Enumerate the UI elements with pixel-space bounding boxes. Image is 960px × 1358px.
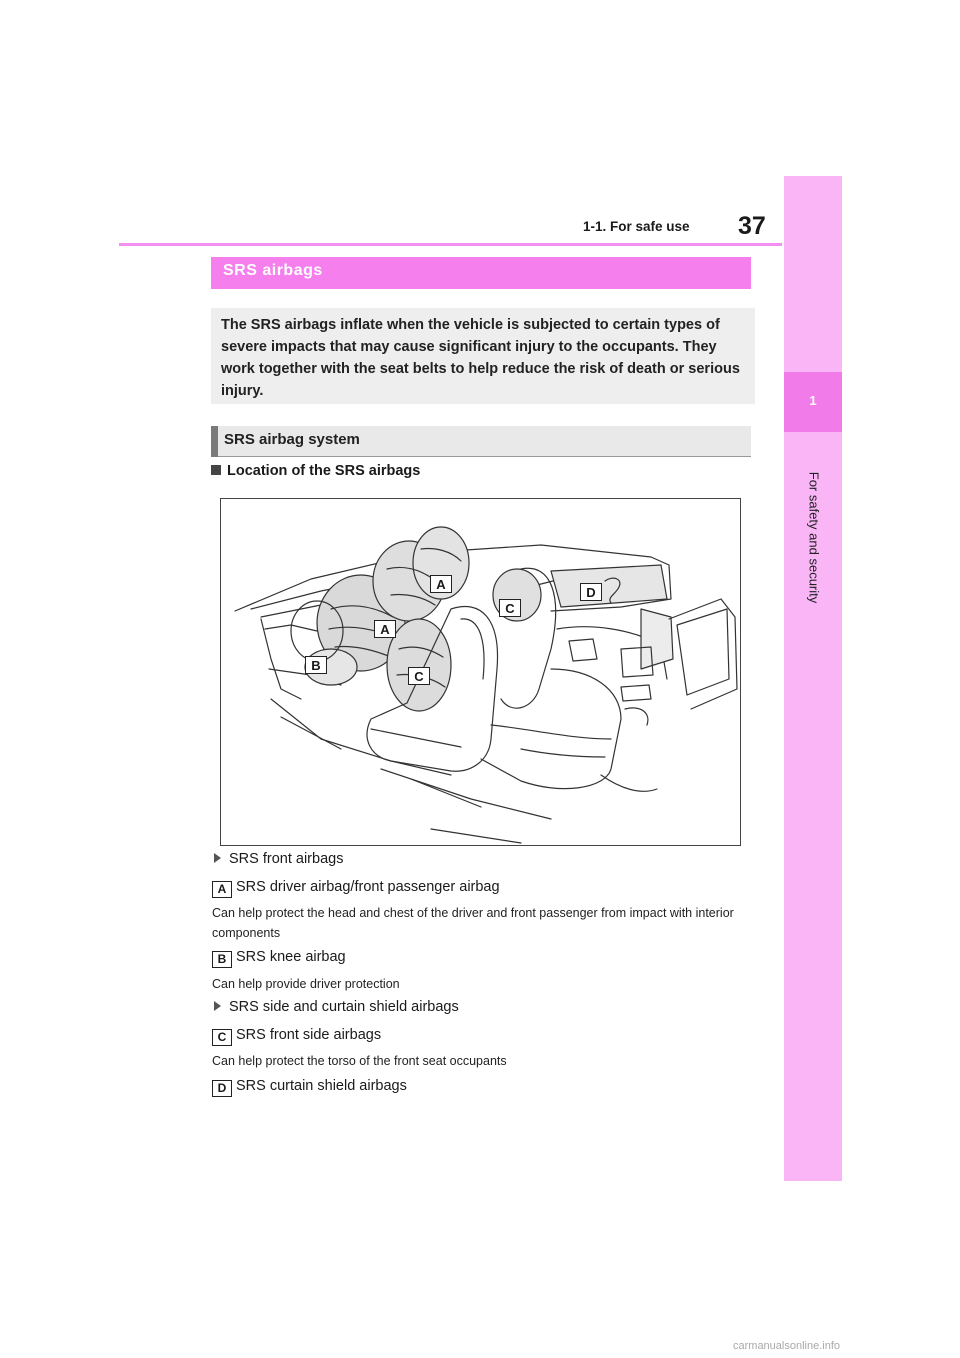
callout-d-curtain: D (580, 583, 602, 601)
subsection-accent (211, 426, 218, 457)
item-description-b: Can help provide driver protection (212, 977, 400, 991)
watermark: carmanualsonline.info (733, 1340, 841, 1352)
square-bullet-icon (211, 465, 221, 475)
car-interior-illustration (221, 499, 740, 845)
triangle-bullet-icon (214, 853, 221, 863)
callout-a-driver: A (374, 620, 396, 638)
chapter-label: For safety and security (806, 471, 822, 604)
group-heading-front (214, 851, 343, 867)
list-item-a (212, 879, 500, 898)
chapter-number: 1 (809, 393, 817, 408)
section-title-bar (211, 257, 751, 289)
header-rule (119, 243, 782, 246)
intro-box (211, 308, 755, 404)
item-title: SRS driver airbag/front passenger airbag (236, 879, 500, 895)
section-reference: 1-1. For safe use (583, 219, 690, 234)
section-title: SRS airbags (223, 262, 323, 279)
item-description-a: Can help protect the head and chest of the driver and front passenger from impact with interior components (212, 906, 734, 940)
label-box-d: D (212, 1080, 232, 1097)
callout-a-passenger: A (430, 575, 452, 593)
location-heading (211, 463, 420, 479)
label-box-b: B (212, 951, 232, 968)
chapter-side-tab (784, 176, 842, 1181)
callout-c-driver-side: C (408, 667, 430, 685)
list-item-b (212, 949, 346, 968)
page-number: 37 (738, 212, 766, 240)
location-heading-text: Location of the SRS airbags (227, 463, 421, 479)
item-title: SRS front side airbags (236, 1027, 382, 1043)
item-title: SRS curtain shield airbags (236, 1078, 407, 1094)
airbag-location-figure (220, 498, 741, 846)
callout-b-knee: B (305, 656, 327, 674)
label-box-c: C (212, 1029, 232, 1046)
callout-c-passenger-side: C (499, 599, 521, 617)
group-heading-text: SRS side and curtain shield airbags (229, 999, 459, 1015)
item-description-c: Can help protect the torso of the front seat occupants (212, 1054, 507, 1068)
subsection-bar (211, 426, 751, 457)
triangle-bullet-icon (214, 1001, 221, 1011)
item-title: SRS knee airbag (236, 949, 346, 965)
list-item-d (212, 1078, 407, 1097)
list-item-c (212, 1027, 381, 1046)
group-heading-text: SRS front airbags (229, 851, 344, 867)
label-box-a: A (212, 881, 232, 898)
group-heading-side-curtain (214, 999, 459, 1015)
intro-text: The SRS airbags inflate when the vehicle is subjected to certain types of severe impacts that may cause significant injury to the occupants. They work together with the seat belts to help reduce the risk of death or serious injury. (221, 317, 740, 399)
subsection-title: SRS airbag system (224, 431, 360, 448)
